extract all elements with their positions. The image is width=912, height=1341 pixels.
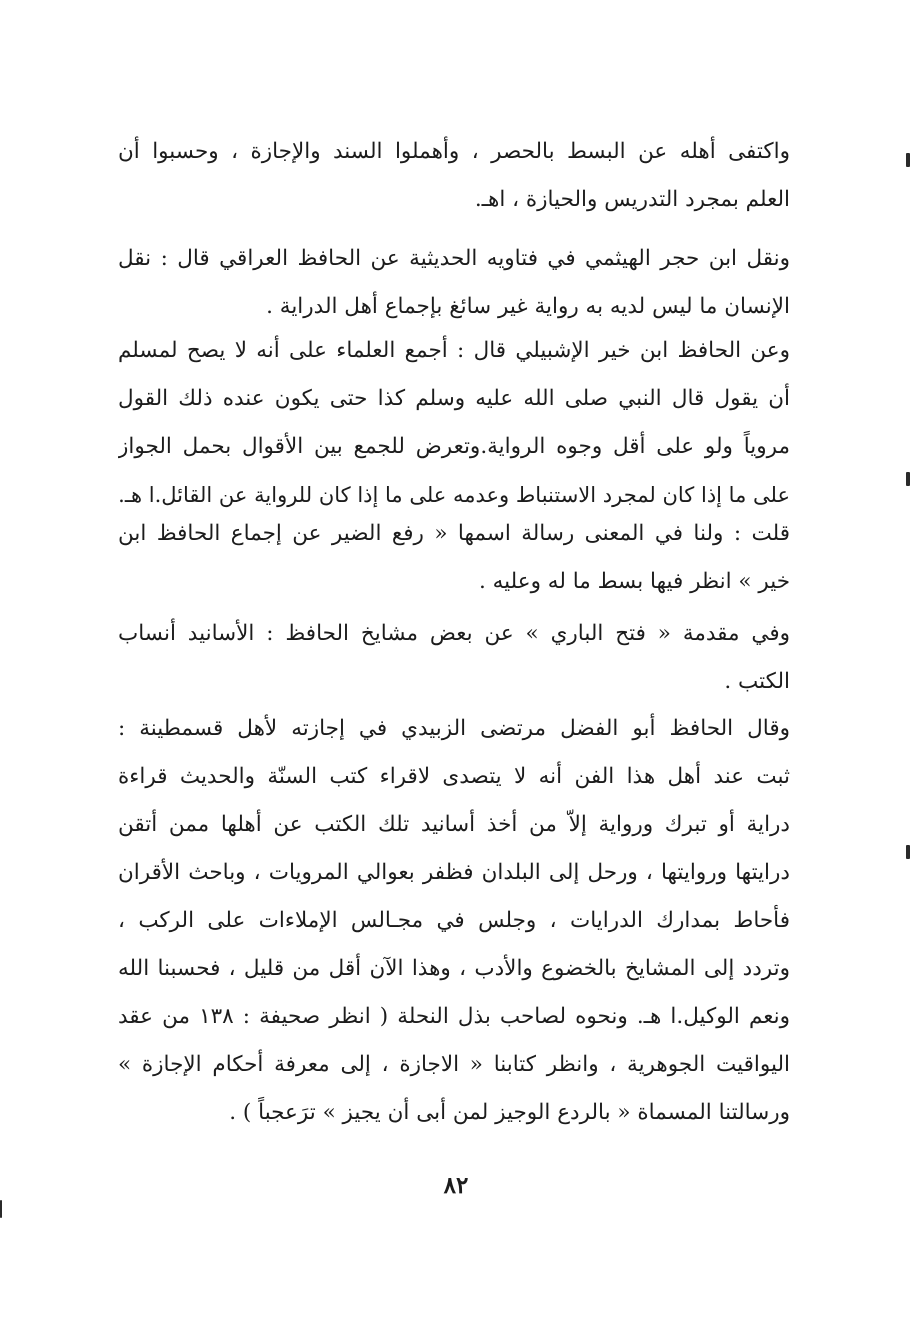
text-line: ونقل ابن حجر الهيثمي في فتاويه الحديثية عن الحافظ العراقي قال : نقل xyxy=(118,246,790,271)
text-line: على ما إذا كان لمجرد الاستنباط وعدمه على ما إذا كان للرواية عن القائل.ا هـ. xyxy=(118,483,790,507)
text-line: درايتها وروايتها ، ورحل إلى البلدان فظفر بعوالي المرويات ، وباحث الأقران xyxy=(118,860,790,885)
paragraph-3 xyxy=(118,327,790,519)
text-line: مروياً ولو على أقل وجوه الرواية.وتعرض للجمع بين الأقوال بحمل الجواز xyxy=(118,434,790,459)
text-line: وتردد إلى المشايخ بالخضوع والأدب ، وهذا الآن أقل من قليل ، فحسبنا الله xyxy=(118,956,790,981)
text-line: ورسالتنا المسماة « بالردع الوجيز لمن أبى أن يجيز » ترَعجباً ) . xyxy=(229,1100,790,1125)
scan-edge-mark xyxy=(906,845,910,859)
text-line: فأحاط بمدارك الدرايات ، وجلس في مجـالس الإملاءات على الركب ، xyxy=(118,908,790,933)
text-line: وقال الحافظ أبو الفضل مرتضى الزبيدي في إجازته لأهل قسمطينة : xyxy=(118,716,790,741)
paragraph-6 xyxy=(118,705,790,1137)
text-line: ونعم الوكيل.ا هـ. ونحوه لصاحب بذل النحلة ( انظر صحيفة : ١٣٨ من عقد xyxy=(118,1004,790,1029)
text-line: واكتفى أهله عن البسط بالحصر ، وأهملوا السند والإجازة ، وحسبوا أن xyxy=(118,139,790,164)
text-line: اليواقيت الجوهرية ، وانظر كتابنا « الاجازة ، إلى معرفة أحكام الإجازة » xyxy=(118,1052,790,1077)
text-line: الكتب . xyxy=(724,669,790,694)
scan-edge-mark xyxy=(0,1200,2,1218)
paragraph-5 xyxy=(118,610,790,706)
scan-edge-mark xyxy=(906,472,910,486)
page-number: ٨٢ xyxy=(443,1172,469,1199)
paragraph-2 xyxy=(118,235,790,331)
text-line: وفي مقدمة « فتح الباري » عن بعض مشايخ الحافظ : الأسانيد أنساب xyxy=(118,621,790,646)
paragraph-1 xyxy=(118,128,790,224)
text-line: أن يقول قال النبي صلى الله عليه وسلم كذا حتى يكون عنده ذلك القول xyxy=(118,386,790,411)
text-line: قلت : ولنا في المعنى رسالة اسمها « رفع الضير عن إجماع الحافظ ابن xyxy=(118,521,790,546)
text-line: دراية أو تبرك ورواية إلاّ من أخذ أسانيد تلك الكتب عن أهلها ممن أتقن xyxy=(118,812,790,837)
text-line: العلم بمجرد التدريس والحيازة ، اهـ. xyxy=(474,187,790,212)
text-line: الإنسان ما ليس لديه به رواية غير سائغ بإجماع أهل الدراية . xyxy=(266,294,790,319)
text-line: ثبت عند أهل هذا الفن أنه لا يتصدى لاقراء كتب السنّة والحديث قراءة xyxy=(118,764,790,789)
text-line: خير » انظر فيها بسط ما له وعليه . xyxy=(478,569,790,594)
scan-edge-mark xyxy=(906,153,910,167)
paragraph-4 xyxy=(118,510,790,606)
text-line: وعن الحافظ ابن خير الإشبيلي قال : أجمع العلماء على أنه لا يصح لمسلم xyxy=(118,338,790,363)
